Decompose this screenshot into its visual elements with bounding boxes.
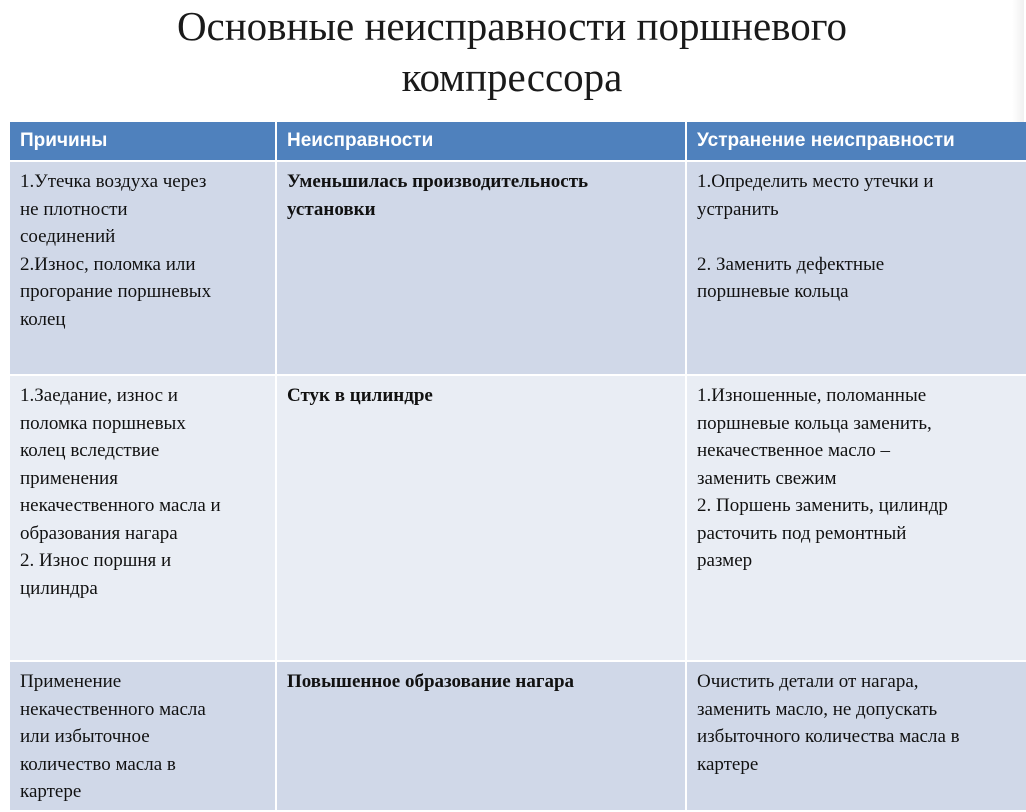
remedy-cell xyxy=(686,375,1026,661)
cell-line: колец вследствие xyxy=(20,440,160,461)
cell-line: Применение xyxy=(20,671,122,692)
fault-cell xyxy=(276,661,686,811)
header-faults: Неисправности xyxy=(276,122,686,161)
cell-line: избыточного количества масла в xyxy=(697,726,960,747)
cell-line: или избыточное xyxy=(20,726,150,747)
cell-line: цилиндра xyxy=(20,577,98,599)
cell-line: 1.Утечка воздуха через xyxy=(20,171,207,192)
remedy-cell xyxy=(686,161,1026,375)
fault-cell xyxy=(276,161,686,375)
cell-line: Уменьшилась производительность xyxy=(287,171,589,192)
cell-line: расточить под ремонтный xyxy=(697,522,907,544)
faults-table xyxy=(10,122,1026,812)
cell-line: поршневые кольца заменить, xyxy=(697,412,932,434)
page-title xyxy=(0,0,1024,118)
cell-line: не плотности xyxy=(20,198,128,220)
cell-line: картере xyxy=(697,753,759,775)
cell-line: образования нагара xyxy=(20,522,178,544)
cell-line: 2. Износ поршня и xyxy=(20,550,172,571)
cell-line: Очистить детали от нагара, xyxy=(697,671,919,692)
header-causes: Причины xyxy=(10,122,276,161)
cell-line: соединений xyxy=(20,226,116,247)
cell-line: заменить масло, не допускать xyxy=(697,698,938,720)
cell-line: 1.Определить место утечки и xyxy=(697,171,934,192)
cell-line: 1.Заедание, износ и xyxy=(20,385,178,406)
cell-line: колец xyxy=(20,308,66,330)
title-line-2: компрессора xyxy=(401,54,623,100)
header-remedy: Устранение неисправности xyxy=(686,122,1026,161)
cell-line: устранить xyxy=(697,198,779,220)
table-row xyxy=(10,161,1026,375)
fault-cell xyxy=(276,375,686,661)
table-row xyxy=(10,375,1026,661)
cell-line: заменить свежим xyxy=(697,467,837,489)
cell-line: поломка поршневых xyxy=(20,412,186,434)
causes-cell xyxy=(10,375,276,661)
cell-line: некачественного масла xyxy=(20,698,206,720)
cell-line: картере xyxy=(20,781,82,802)
causes-cell xyxy=(10,161,276,375)
cell-line: некачественного масла и xyxy=(20,495,221,516)
title-line-1: Основные неисправности поршневого xyxy=(176,3,848,49)
cell-line: применения xyxy=(20,467,118,489)
cell-line: поршневые кольца xyxy=(697,281,849,302)
cell-line: 1.Изношенные, поломанные xyxy=(697,385,927,406)
cell-line: 2. Поршень заменить, цилиндр xyxy=(697,495,948,516)
cell-line: 2. Заменить дефектные xyxy=(697,253,885,275)
cell-line: 2.Износ, поломка или xyxy=(20,253,196,275)
remedy-cell xyxy=(686,661,1026,811)
causes-cell xyxy=(10,661,276,811)
cell-line: прогорание поршневых xyxy=(20,281,212,302)
cell-line: количество масла в xyxy=(20,753,176,775)
table-row xyxy=(10,661,1026,811)
cell-line: установки xyxy=(287,198,376,220)
cell-line: Стук в цилиндре xyxy=(287,385,433,406)
cell-line-blank xyxy=(697,223,1016,251)
cell-line: Повышенное образование нагара xyxy=(287,671,575,692)
cell-line: размер xyxy=(697,550,753,571)
cell-line: некачественное масло – xyxy=(697,440,890,461)
table-header-row xyxy=(10,122,1026,161)
